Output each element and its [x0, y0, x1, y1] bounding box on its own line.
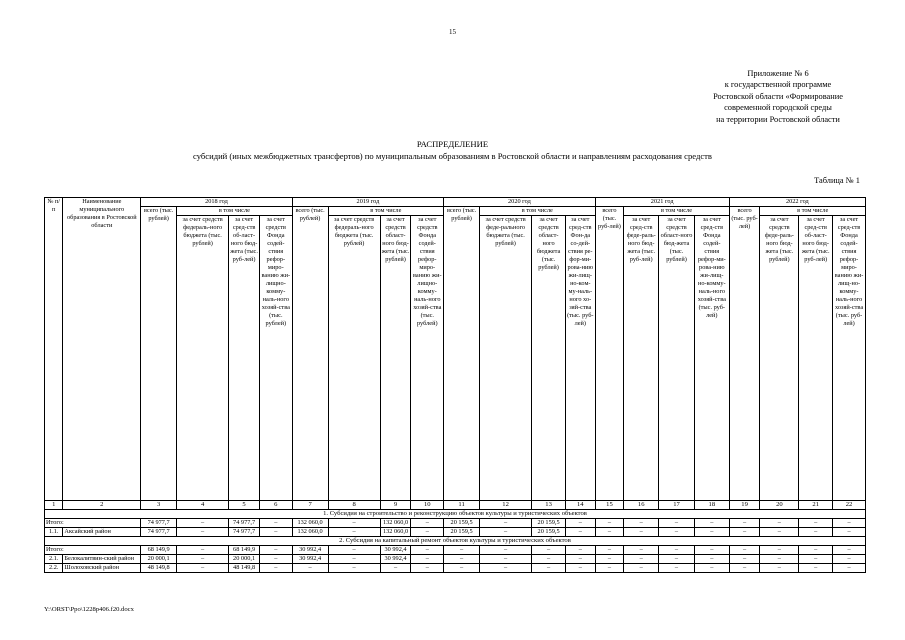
total-value: –: [624, 546, 659, 555]
cell-value: –: [833, 564, 866, 573]
cell-value: –: [729, 555, 760, 564]
column-number: 17: [659, 501, 695, 510]
cell-value: –: [595, 555, 624, 564]
cell-value: –: [595, 528, 624, 537]
cell-value: –: [760, 528, 799, 537]
table-row: [45, 528, 866, 537]
header-source-fund: за счет средств Фонда содей-ствия рефор-миро-ванию жи-лищно-комму-наль-ного хозяй-ства (тыс. рублей): [411, 216, 444, 501]
header-in-total: в том числе: [177, 207, 293, 216]
total-value: –: [177, 546, 229, 555]
cell-value: –: [380, 564, 411, 573]
column-number: 13: [532, 501, 566, 510]
total-value: –: [659, 519, 695, 528]
header-year: 2022 год: [729, 198, 865, 207]
total-value: –: [624, 519, 659, 528]
annex-line: современной городской среды: [724, 103, 832, 113]
cell-value: –: [833, 555, 866, 564]
total-value: 20 159,5: [444, 519, 480, 528]
cell-value: –: [532, 564, 566, 573]
cell-value: –: [659, 564, 695, 573]
total-value: –: [595, 519, 624, 528]
section-total-row: [45, 519, 866, 528]
header-year: 2019 год: [292, 198, 443, 207]
municipality-name: Шолоховский район: [63, 564, 141, 573]
total-value: –: [760, 546, 799, 555]
cell-value: –: [694, 564, 729, 573]
total-value: –: [799, 519, 833, 528]
municipality-name: Аксайский район: [63, 528, 141, 537]
total-value: 74 977,7: [141, 519, 177, 528]
cell-value: –: [799, 564, 833, 573]
cell-value: –: [624, 555, 659, 564]
header-in-total: в том числе: [479, 207, 595, 216]
header-total: всего (тыс. рублей): [292, 207, 328, 501]
column-number: 5: [229, 501, 260, 510]
header-source-fund: за счет средств Фонда содей-ствия рефор-миро-ванию жи-лищно-комму-наль-ного хозяй-ства (тыс. рублей): [259, 216, 292, 501]
total-value: –: [833, 519, 866, 528]
total-value: 132 060,0: [292, 519, 328, 528]
total-value: –: [694, 519, 729, 528]
municipality-name: Белокалитвин-ский район: [63, 555, 141, 564]
row-number: 2.1.: [45, 555, 63, 564]
title-subtitle: субсидий (иных межбюджетных трансфертов) по муниципальным образованиям в Ростовской области и направлениям расходования средств: [193, 151, 712, 161]
total-value: 30 992,4: [292, 546, 328, 555]
cell-value: –: [760, 564, 799, 573]
cell-value: 20 159,5: [532, 528, 566, 537]
cell-value: –: [624, 528, 659, 537]
page-number: 15: [449, 28, 456, 36]
cell-value: –: [833, 528, 866, 537]
cell-value: –: [328, 564, 380, 573]
row-number: 2.2.: [45, 564, 63, 573]
annex-block: [668, 68, 888, 125]
header-source-federal: за счет средств феде-раль-ного бюд-жета (тыс. рублей): [760, 216, 799, 501]
total-value: 68 149,9: [229, 546, 260, 555]
section-title: 1. Субсидия на строительство и реконструкцию объектов культуры и туристических объектов: [45, 510, 866, 519]
cell-value: 48 149,8: [141, 564, 177, 573]
cell-value: 20 159,5: [444, 528, 480, 537]
cell-value: 74 977,7: [229, 528, 260, 537]
header-in-total: в том числе: [328, 207, 444, 216]
total-label: Итого:: [45, 546, 141, 555]
total-value: –: [411, 519, 444, 528]
cell-value: –: [259, 564, 292, 573]
title-heading: РАСПРЕДЕЛЕНИЕ: [416, 139, 489, 149]
cell-value: –: [444, 555, 480, 564]
total-value: 68 149,9: [141, 546, 177, 555]
total-value: –: [760, 519, 799, 528]
cell-value: 20 000,1: [229, 555, 260, 564]
header-source-federal: за счет сред-ств феде-раль-ного бюд-жета (тыс. руб-лей): [624, 216, 659, 501]
total-value: –: [328, 546, 380, 555]
column-number: 20: [760, 501, 799, 510]
section-title: 2. Субсидия на капитальный ремонт объектов культуры и туристических объектов: [45, 537, 866, 546]
cell-value: –: [328, 555, 380, 564]
header-year: 2021 год: [595, 198, 729, 207]
annex-line: Приложение № 6: [747, 69, 809, 78]
total-value: –: [259, 546, 292, 555]
cell-value: 30 992,4: [292, 555, 328, 564]
total-value: 30 992,4: [380, 546, 411, 555]
cell-value: –: [479, 555, 531, 564]
header-year: 2018 год: [141, 198, 292, 207]
cell-value: –: [760, 555, 799, 564]
total-value: –: [729, 519, 760, 528]
cell-value: –: [411, 564, 444, 573]
column-number: 15: [595, 501, 624, 510]
column-number: 9: [380, 501, 411, 510]
cell-value: –: [259, 528, 292, 537]
total-value: –: [595, 546, 624, 555]
header-total: всего (тыс. рублей): [444, 207, 480, 501]
header-source-federal: за счет средств федераль-ного бюджета (тыс. рублей): [328, 216, 380, 501]
cell-value: –: [729, 564, 760, 573]
cell-value: –: [532, 555, 566, 564]
total-value: –: [411, 546, 444, 555]
cell-value: 20 000,1: [141, 555, 177, 564]
section-total-row: [45, 546, 866, 555]
distribution-table: [44, 197, 866, 573]
column-number: 18: [694, 501, 729, 510]
header-source-fund: за счет сред-ств Фонда содей-ствия рефор-миро-ванию жи-лищ-но-комму-наль-ного хозяй-ства (тыс. руб-лей): [833, 216, 866, 501]
cell-value: –: [729, 528, 760, 537]
column-number: 19: [729, 501, 760, 510]
column-number: 4: [177, 501, 229, 510]
header-year: 2020 год: [444, 198, 595, 207]
column-number: 21: [799, 501, 833, 510]
cell-value: 48 149,8: [229, 564, 260, 573]
cell-value: –: [328, 528, 380, 537]
cell-value: –: [659, 555, 695, 564]
row-number: 1.1.: [45, 528, 63, 537]
header-row-years: [45, 198, 866, 207]
total-label: Итого:: [45, 519, 141, 528]
cell-value: –: [259, 555, 292, 564]
total-value: 20 159,5: [532, 519, 566, 528]
total-value: –: [565, 546, 595, 555]
cell-value: –: [565, 555, 595, 564]
cell-value: –: [444, 564, 480, 573]
column-number: 16: [624, 501, 659, 510]
cell-value: –: [292, 564, 328, 573]
column-number: 8: [328, 501, 380, 510]
header-source-regional: за счет сред-ств об-ласт-ного бюд-жета (тыс. руб-лей): [799, 216, 833, 501]
cell-value: –: [177, 528, 229, 537]
total-value: –: [659, 546, 695, 555]
cell-value: –: [479, 528, 531, 537]
total-value: –: [177, 519, 229, 528]
total-value: –: [479, 519, 531, 528]
cell-value: 132 060,0: [380, 528, 411, 537]
cell-value: 74 977,7: [141, 528, 177, 537]
total-value: –: [479, 546, 531, 555]
column-number-row: [45, 501, 866, 510]
cell-value: –: [694, 528, 729, 537]
header-name: Наименование муниципального образования в Ростовской области: [63, 198, 141, 501]
annex-line: к государственной программе: [724, 80, 832, 90]
cell-value: –: [595, 564, 624, 573]
footer-path: Y:\ORST\Ppo\1228p406.f20.docx: [44, 606, 134, 613]
header-in-total: в том числе: [624, 207, 729, 216]
header-source-regional: за счет сред-ств об-ласт-ного бюд-жета (тыс. руб-лей): [229, 216, 260, 501]
annex-line: Ростовской области «Формирование: [713, 91, 843, 101]
total-value: –: [729, 546, 760, 555]
header-total: всего (тыс. рублей): [141, 207, 177, 501]
cell-value: –: [565, 528, 595, 537]
total-value: –: [444, 546, 480, 555]
total-value: –: [694, 546, 729, 555]
total-value: –: [259, 519, 292, 528]
column-number: 6: [259, 501, 292, 510]
cell-value: 30 992,4: [380, 555, 411, 564]
total-value: –: [799, 546, 833, 555]
cell-value: –: [411, 555, 444, 564]
total-value: –: [565, 519, 595, 528]
column-number: 11: [444, 501, 480, 510]
cell-value: –: [659, 528, 695, 537]
header-source-fund: за счет сред-ств Фон-да со-дей-ствия ре-фор-ми-рова-нию жи-лищ-но-ком-му-наль-ного хо-зяй-ства (тыс. руб-лей): [565, 216, 595, 501]
column-number: 10: [411, 501, 444, 510]
header-source-regional: за счет средств област-ного бюд-жета (тыс. рублей): [380, 216, 411, 501]
cell-value: –: [411, 528, 444, 537]
total-value: –: [532, 546, 566, 555]
column-number: 2: [63, 501, 141, 510]
header-source-federal: за счет средств федераль-ного бюджета (тыс. рублей): [177, 216, 229, 501]
header-total: всего (тыс. руб-лей): [595, 207, 624, 501]
table-row: [45, 555, 866, 564]
cell-value: –: [694, 555, 729, 564]
total-value: 132 060,0: [380, 519, 411, 528]
cell-value: –: [177, 555, 229, 564]
section-title-row: [45, 510, 866, 519]
table-label: Таблица № 1: [814, 176, 860, 185]
column-number: 12: [479, 501, 531, 510]
header-row-intotal: [45, 207, 866, 216]
cell-value: 132 060,0: [292, 528, 328, 537]
cell-value: –: [799, 555, 833, 564]
section-title-row: [45, 537, 866, 546]
header-in-total: в том числе: [760, 207, 866, 216]
cell-value: –: [799, 528, 833, 537]
column-number: 14: [565, 501, 595, 510]
table-row: [45, 564, 866, 573]
total-value: –: [833, 546, 866, 555]
header-source-regional: за счет средств област-ного бюд-жета (тыс. рублей): [659, 216, 695, 501]
total-value: 74 977,7: [229, 519, 260, 528]
column-number: 7: [292, 501, 328, 510]
cell-value: –: [177, 564, 229, 573]
column-number: 3: [141, 501, 177, 510]
cell-value: –: [565, 564, 595, 573]
header-source-regional: за счет средств област-ного бюджета (тыс. рублей): [532, 216, 566, 501]
cell-value: –: [624, 564, 659, 573]
header-total: всего (тыс. руб-лей): [729, 207, 760, 501]
header-source-fund: за счет сред-ств Фонда содей-ствия рефор-ми-рова-нию жи-лищ-но-комму-наль-ного хозяй-ства (тыс. руб-лей): [694, 216, 729, 501]
header-num: № п/п: [45, 198, 63, 501]
column-number: 22: [833, 501, 866, 510]
annex-line: на территории Ростовской области: [716, 114, 840, 124]
column-number: 1: [45, 501, 63, 510]
document-title: [0, 138, 905, 162]
cell-value: –: [479, 564, 531, 573]
total-value: –: [328, 519, 380, 528]
header-source-federal: за счет средств феде-рального бюджета (тыс. рублей): [479, 216, 531, 501]
